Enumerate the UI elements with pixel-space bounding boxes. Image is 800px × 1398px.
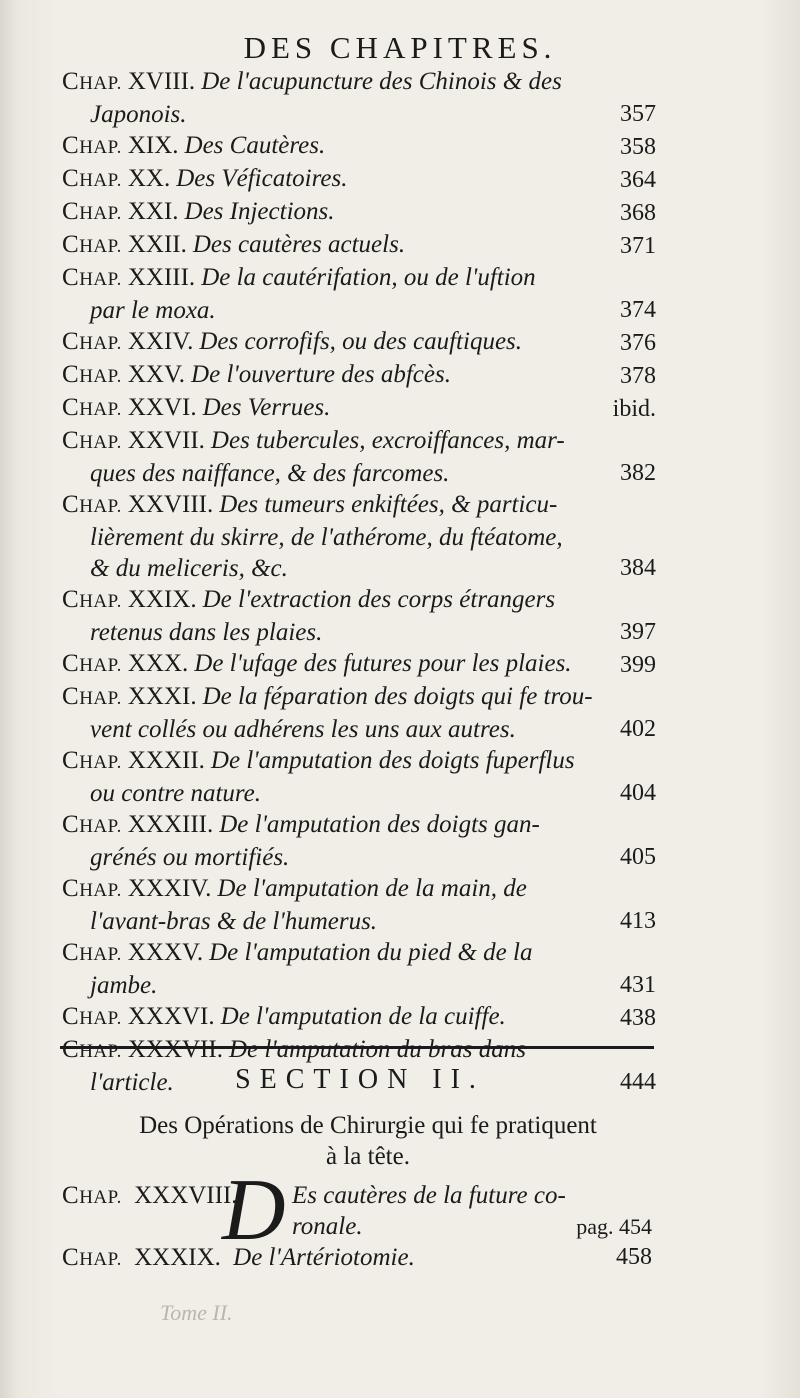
toc-line [62, 842, 652, 873]
page-number: 438 [620, 1005, 656, 1031]
toc-line [62, 392, 652, 425]
drop-cap: D [222, 1162, 286, 1259]
chapter-title: De l'amputation du pied & de la [209, 939, 533, 966]
toc-line [62, 1034, 652, 1067]
chapter-title: grénés ou mortifiés. [90, 844, 290, 871]
chapter-number: XXX. [127, 650, 189, 677]
toc-entry [62, 196, 656, 229]
toc-line [62, 458, 652, 489]
chapter-title: Des Verrues. [202, 394, 331, 421]
chapter-title: ou contre nature. [90, 780, 262, 807]
chapter-number: XXI. [127, 198, 179, 225]
toc-line [62, 359, 652, 392]
chapter-label: CHAP. [62, 811, 122, 838]
chapter-label: CHAP. [62, 491, 122, 518]
chapter-number: XXIV. [127, 328, 194, 355]
page-number: 413 [620, 908, 656, 934]
toc-line [62, 99, 652, 130]
chapter-title: Des tumeurs enkiftées, & particu- [219, 491, 558, 518]
chapter-label: CHAP. [62, 1003, 122, 1030]
chapter-label: CHAP. [62, 264, 122, 291]
chapter-title: vent collés ou adhérens les uns aux autres. [90, 716, 516, 743]
chapter-title: Des corrofifs, ou des cauftiques. [199, 328, 523, 355]
page-number: 357 [620, 101, 656, 127]
toc-entry [62, 809, 656, 873]
toc-entry [62, 745, 656, 809]
chapter-title: lièrement du skirre, de l'athérome, du ftéatome, [90, 524, 563, 551]
chapter-label: CHAP. [62, 328, 122, 355]
chapter-title: De l'ufage des futures pour les plaies. [194, 650, 572, 677]
toc-line [62, 681, 652, 714]
chapter-number: XVIII. [127, 68, 196, 95]
page-header: DES CHAPITRES. [243, 30, 557, 65]
page-number: 458 [616, 1244, 652, 1270]
toc-line [62, 778, 652, 809]
chapter-title: De l'extraction des corps étrangers [202, 586, 556, 613]
toc-entry [62, 326, 656, 359]
chapter-title: & du meliceris, &c. [90, 555, 288, 582]
chapter-label: CHAP. [62, 165, 122, 192]
toc-entry [62, 163, 656, 196]
chapter-label: CHAP. [62, 650, 122, 677]
toc-entry [62, 262, 656, 326]
chapter-number: XXVI. [127, 394, 197, 421]
toc-entry [62, 584, 656, 648]
toc-line [62, 809, 652, 842]
chapter-title: De la cautérifation, ou de l'uftion [201, 264, 536, 291]
toc-entry [62, 392, 656, 425]
chapter-title: De l'Artériotomie. [233, 1244, 415, 1271]
page-number: 358 [620, 134, 656, 160]
toc-line [62, 262, 652, 295]
toc-entry [62, 1242, 652, 1275]
chapter-number: XXXV. [127, 939, 204, 966]
chapter-title: De l'amputation des doigts gan- [219, 811, 540, 838]
chapter-title: Des Injections. [184, 198, 335, 225]
page-number: 405 [620, 844, 656, 870]
chapter-title [292, 1180, 652, 1242]
chapter-number: XXXII. [127, 747, 205, 774]
toc-line [62, 1001, 652, 1034]
page-number: 374 [620, 297, 656, 323]
toc-entry [62, 359, 656, 392]
toc-entry [62, 1001, 656, 1034]
chapter-label: CHAP. [62, 875, 122, 902]
page-number: 431 [620, 972, 656, 998]
chapter-number: XXVIII. [127, 491, 214, 518]
chapter-label: CHAP. [62, 586, 122, 613]
chapter-title: retenus dans les plaies. [90, 619, 323, 646]
chapter-number: XXXVIII. [134, 1182, 238, 1209]
chapter-number: XXXIII. [127, 811, 214, 838]
toc-line [62, 553, 652, 584]
chapter-label: CHAP. [62, 1244, 122, 1271]
page-number: pag. 454 [576, 1214, 652, 1239]
toc-entry [62, 229, 656, 262]
toc-line [62, 873, 652, 906]
page-number: 368 [620, 200, 656, 226]
toc-line [62, 130, 652, 163]
chapter-number: XIX. [127, 132, 179, 159]
page-number: 397 [620, 619, 656, 645]
page-number: 376 [620, 330, 656, 356]
toc-line [62, 714, 652, 745]
page-number: 371 [620, 233, 656, 259]
toc-entry [62, 648, 656, 681]
section-description-line: Des Opérations de Chirurgie qui fe pratiquent [139, 1112, 597, 1139]
chapter-title: Des Cautères. [184, 132, 326, 159]
chapter-title-line: ronale. pag. 454 [292, 1213, 652, 1240]
chapter-number: XXXVI. [127, 1003, 215, 1030]
chapter-label: CHAP. [62, 427, 122, 454]
toc-line [62, 970, 652, 1001]
section-divider [60, 1046, 654, 1049]
chapter-number: XXXVII. [127, 1036, 223, 1063]
toc-entry [62, 873, 656, 937]
page-number: 382 [620, 460, 656, 486]
toc-line [62, 648, 652, 681]
chapter-title: Des Véficatoires. [176, 165, 348, 192]
page-number: ibid. [612, 396, 656, 422]
section-heading: SECTION II. [235, 1064, 485, 1095]
chapter-label: CHAP. [62, 68, 122, 95]
toc-line [62, 229, 652, 262]
chapter-title: Des tubercules, excroiffances, mar- [210, 427, 565, 454]
chapter-label: CHAP. [62, 1036, 122, 1063]
toc-line [62, 745, 652, 778]
chapter-label: CHAP. [62, 683, 122, 710]
chapter-label: CHAP. [62, 198, 122, 225]
chapter-title: De l'ouverture des abfcès. [191, 361, 451, 388]
page-number: 404 [620, 780, 656, 806]
toc-line [62, 425, 652, 458]
toc-line [62, 584, 652, 617]
toc-line [62, 295, 652, 326]
toc-line [62, 163, 652, 196]
toc-line [62, 489, 652, 522]
page-number: 399 [620, 652, 656, 678]
page-number: 378 [620, 363, 656, 389]
chapter-title: Japonois. [90, 101, 187, 128]
chapter-title: De l'amputation de la main, de [217, 875, 527, 902]
page-number: 364 [620, 167, 656, 193]
chapter-number: XXXI. [127, 683, 197, 710]
chapter-label: CHAP. [62, 132, 122, 159]
chapter-title: par le moxa. [90, 297, 216, 324]
chapter-label: CHAP. [62, 1182, 122, 1209]
chapter-number: XXVII. [127, 427, 205, 454]
chapter-title: De l'amputation de la cuiffe. [220, 1003, 506, 1030]
chapter-label: CHAP. [62, 747, 122, 774]
toc-line [62, 66, 652, 99]
toc-line [62, 326, 652, 359]
chapter-label: CHAP. [62, 231, 122, 258]
chapter-title: De l'amputation des doigts fuperflus [210, 747, 575, 774]
chapter-number: XXIII. [127, 264, 196, 291]
toc-line [62, 617, 652, 648]
chapter-label: CHAP. [62, 394, 122, 421]
toc-entry [62, 937, 656, 1001]
toc-entry [62, 130, 656, 163]
chapter-title: l'article. [90, 1069, 174, 1096]
table-of-contents [62, 66, 656, 1098]
footer-mark: Tome II. [160, 1300, 233, 1325]
chapter-number: XXII. [127, 231, 187, 258]
chapter-title: Des cautères actuels. [192, 231, 406, 258]
page-number: 384 [620, 555, 656, 581]
page-number: 402 [620, 716, 656, 742]
chapter-number: XXIX. [127, 586, 197, 613]
toc-line [62, 906, 652, 937]
toc-entry [62, 681, 656, 745]
chapter-number: XXXIX. [134, 1244, 221, 1271]
chapter-title-line: Es cautères de la future co- [292, 1182, 566, 1209]
toc-line [62, 937, 652, 970]
chapter-title: De l'amputation du bras dans [228, 1036, 526, 1063]
toc-entry [62, 425, 656, 489]
chapter-label: CHAP. [62, 361, 122, 388]
chapter-title: jambe. [90, 972, 158, 999]
chapter-title: ques des naiffance, & des farcomes. [90, 460, 450, 487]
chapter-title: l'avant-bras & de l'humerus. [90, 908, 378, 935]
toc-entry [62, 66, 656, 130]
chapter-number: XX. [127, 165, 171, 192]
section-description-line: à la tête. [326, 1143, 410, 1170]
toc-entry [62, 489, 656, 584]
chapter-title: De l'acupuncture des Chinois & des [201, 68, 562, 95]
chapter-number: XXV. [127, 361, 186, 388]
toc-line [62, 522, 652, 553]
chapter-number: XXXIV. [127, 875, 212, 902]
toc-line [62, 196, 652, 229]
section-description [78, 1110, 658, 1172]
chapter-label: CHAP. [62, 939, 122, 966]
chapter-title: De la féparation des doigts qui fe trou- [202, 683, 593, 710]
page-number: 444 [620, 1069, 656, 1095]
